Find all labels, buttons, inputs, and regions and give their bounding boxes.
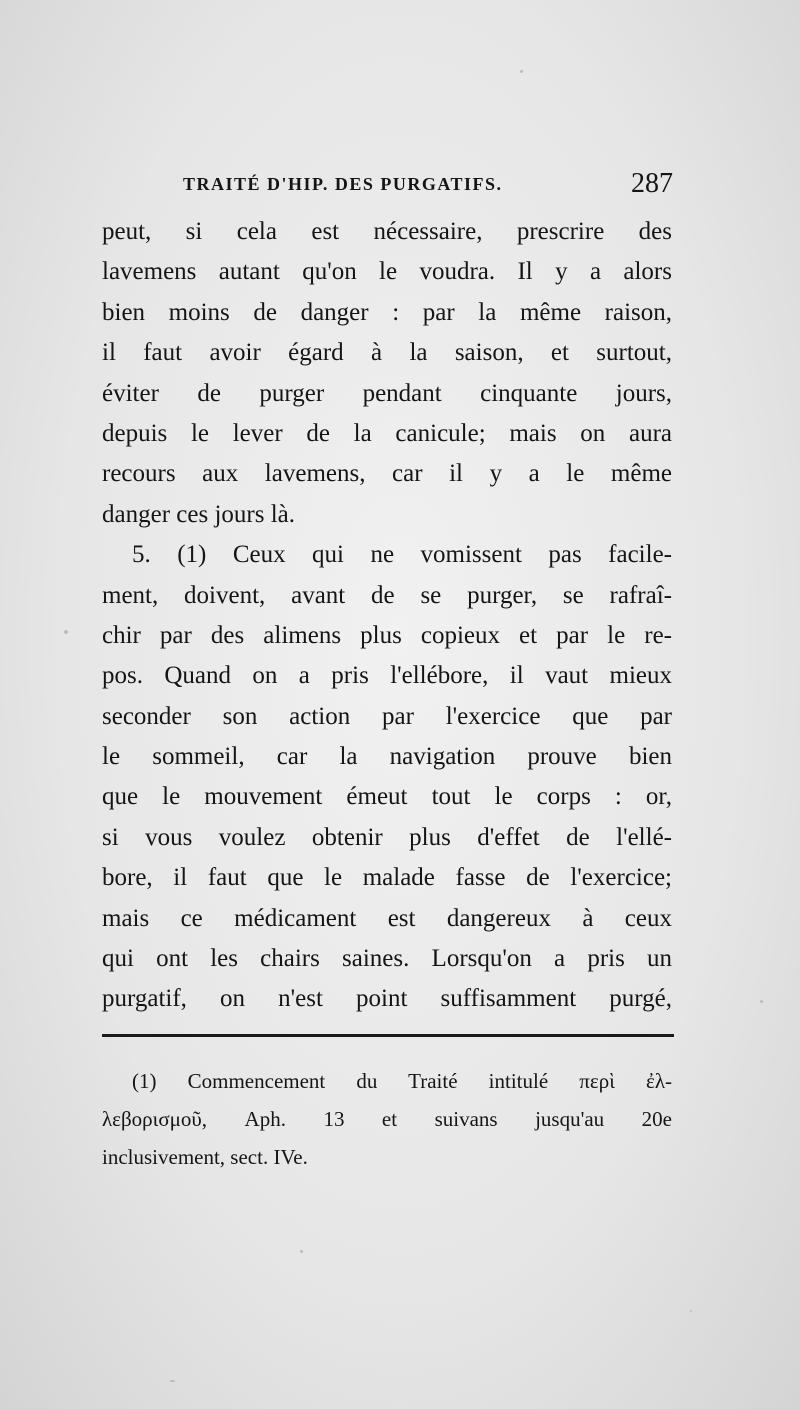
text-line: lavemens autant qu'on le voudra. Il y a alors — [102, 258, 672, 286]
text-line: pos. Quand on a pris l'ellébore, il vaut mieux — [102, 662, 672, 690]
text-line: le sommeil, car la navigation prouve bien — [102, 743, 672, 771]
text-line: peut, si cela est nécessaire, prescrire des — [102, 218, 672, 245]
text-line: que le mouvement émeut tout le corps : or, — [102, 783, 672, 811]
text-line: qui ont les chairs saines. Lorsqu'on a pris un — [102, 945, 672, 973]
text-line: bien moins de danger : par la même raison, — [102, 298, 672, 326]
text-line: depuis le lever de la canicule; mais on aura — [102, 419, 672, 447]
page-number: 287 — [631, 168, 673, 199]
text-line: il faut avoir égard à la saison, et surtout, — [102, 339, 672, 367]
text-line: purgatif, on n'est point suffisamment purgé, — [102, 985, 672, 1013]
footnote-divider — [102, 1034, 674, 1037]
paragraph-start-line: 5. (1) Ceux qui ne vomissent pas facile- — [132, 541, 672, 569]
body-text — [102, 212, 672, 1020]
text-line: mais ce médicament est dangereux à ceux — [102, 904, 672, 932]
footnote-line: (1) Commencement du Traité intitulé περὶ ἐλ- — [132, 1069, 672, 1093]
text-line: si vous voulez obtenir plus d'effet de l'ellé- — [102, 823, 672, 851]
footnote-line: λεβορισμοῦ, Aph. 13 et suivans jusqu'au 20e — [102, 1107, 672, 1131]
text-line: chir par des alimens plus copieux et par le re- — [102, 621, 672, 649]
text-line: ment, doivent, avant de se purger, se rafraî- — [102, 581, 672, 609]
running-head-title: TRAITÉ D'HIP. DES PURGATIFS. — [183, 174, 503, 194]
footnote-line: inclusivement, sect. IVe. — [102, 1145, 308, 1169]
text-line: recours aux lavemens, car il y a le même — [102, 460, 672, 488]
footnote — [102, 1062, 672, 1176]
text-line: seconder son action par l'exercice que par — [102, 702, 672, 730]
text-line: danger ces jours là. — [102, 500, 295, 528]
text-line: bore, il faut que le malade fasse de l'exercice; — [102, 864, 672, 892]
text-line: éviter de purger pendant cinquante jours, — [102, 379, 672, 407]
running-head — [183, 168, 673, 204]
